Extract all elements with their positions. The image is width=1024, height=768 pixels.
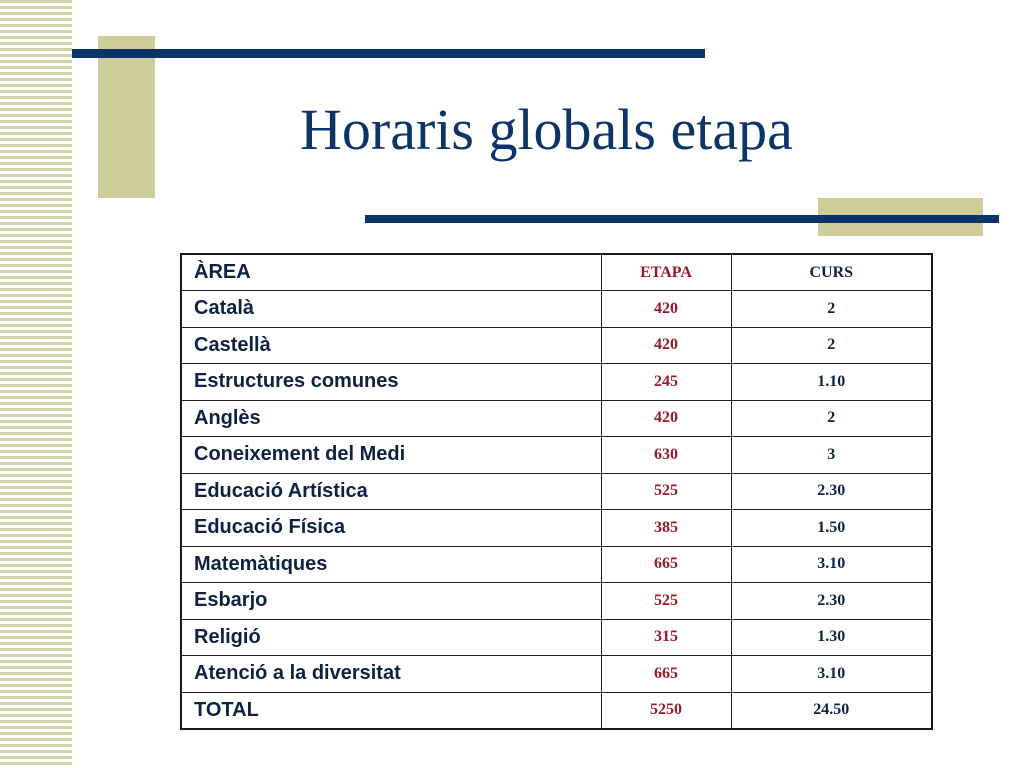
bottom-accent-line <box>365 215 999 223</box>
top-accent-line <box>72 49 705 58</box>
table-row <box>181 473 932 510</box>
area-cell: Estructures comunes <box>181 364 601 401</box>
curs-cell: 3 <box>731 437 932 474</box>
table-row <box>181 327 932 364</box>
etapa-cell: 385 <box>601 510 731 547</box>
area-cell: Català <box>181 291 601 328</box>
area-cell: Atenció a la diversitat <box>181 656 601 693</box>
header-curs: CURS <box>731 254 932 291</box>
curs-cell: 24.50 <box>731 692 932 729</box>
table-row <box>181 291 932 328</box>
table-row <box>181 692 932 729</box>
table-row <box>181 437 932 474</box>
area-cell: Anglès <box>181 400 601 437</box>
curs-cell: 1.10 <box>731 364 932 401</box>
hours-table <box>180 253 933 730</box>
table-row <box>181 583 932 620</box>
curs-cell: 2 <box>731 400 932 437</box>
etapa-cell: 420 <box>601 327 731 364</box>
area-cell: Esbarjo <box>181 583 601 620</box>
etapa-cell: 315 <box>601 619 731 656</box>
etapa-cell: 420 <box>601 291 731 328</box>
etapa-cell: 665 <box>601 656 731 693</box>
header-etapa: ETAPA <box>601 254 731 291</box>
etapa-cell: 420 <box>601 400 731 437</box>
hours-table-body <box>181 254 932 729</box>
area-cell: Educació Física <box>181 510 601 547</box>
etapa-cell: 665 <box>601 546 731 583</box>
area-cell: Religió <box>181 619 601 656</box>
left-stripe-decoration <box>0 0 72 768</box>
etapa-cell: 5250 <box>601 692 731 729</box>
table-row <box>181 656 932 693</box>
table-row <box>181 510 932 547</box>
slide-title: Horaris globals etapa <box>300 97 793 162</box>
curs-cell: 2 <box>731 291 932 328</box>
table-row <box>181 619 932 656</box>
curs-cell: 2.30 <box>731 583 932 620</box>
area-cell: Castellà <box>181 327 601 364</box>
area-cell: Matemàtiques <box>181 546 601 583</box>
table-row <box>181 546 932 583</box>
etapa-cell: 525 <box>601 473 731 510</box>
top-accent-block <box>98 36 155 198</box>
etapa-cell: 245 <box>601 364 731 401</box>
table-row <box>181 400 932 437</box>
curs-cell: 2 <box>731 327 932 364</box>
area-cell: Coneixement del Medi <box>181 437 601 474</box>
curs-cell: 3.10 <box>731 546 932 583</box>
area-cell: TOTAL <box>181 692 601 729</box>
curs-cell: 1.50 <box>731 510 932 547</box>
area-cell: Educació Artística <box>181 473 601 510</box>
curs-cell: 2.30 <box>731 473 932 510</box>
etapa-cell: 525 <box>601 583 731 620</box>
table-header-row <box>181 254 932 291</box>
curs-cell: 1.30 <box>731 619 932 656</box>
etapa-cell: 630 <box>601 437 731 474</box>
curs-cell: 3.10 <box>731 656 932 693</box>
table-row <box>181 364 932 401</box>
header-area: ÀREA <box>181 254 601 291</box>
